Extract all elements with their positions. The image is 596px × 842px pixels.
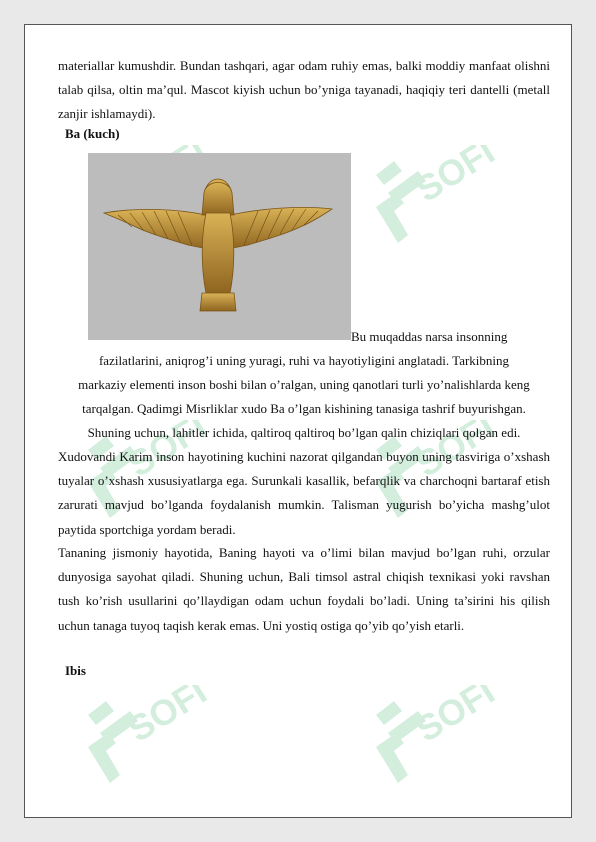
centered-line: tarqalgan. Qadimgi Misrliklar xudo Ba o’lgan kishining tanasiga tashrif buyurishgan. xyxy=(82,401,526,416)
svg-text:SOFI: SOFI xyxy=(408,145,502,210)
watermark-logo xyxy=(368,685,528,795)
centered-line: fazilatlarini, aniqrog’i uning yuragi, ruhi va hayotiyligini anglatadi. Tarkibning xyxy=(98,353,510,368)
svg-text:SOFI: SOFI xyxy=(120,685,214,750)
paragraph-lifeforce: Xudovandi Karim inson hayotining kuchini nazorat qilgandan buyon uning tasviriga o’xshash tuyalar o’xshash xususiyatlarga ega. Surunkali kasallik, befarqlik va charchoqni bartaraf etish zarurati mavjud bo’lganda foydalanish mumkin. Talisman yugurish bo’yicha mashg’ulot paytida sportchiga yordam beradi. xyxy=(58,449,550,537)
centered-line: Shuning uchun, lahitler ichida, qaltiroq qaltiroq bo’lgan qalin chiziqlari qolgan edi. xyxy=(87,425,521,440)
watermark-logo xyxy=(368,145,528,255)
paragraph-materials: materiallar kumushdir. Bundan tashqari, agar odam ruhiy emas, balki moddiy manfaat olishni talab qilsa, oltin ma’qul. Mascot kiyish uchun bo’yniga tayanadi, haqiqiy teri dantelli (metall zanjir ishlamaydi). xyxy=(58,58,550,122)
paragraph-dreams: Tananing jismoniy hayotida, Baning hayoti va o’limi bilan mavjud bo’lgan ruhi, orzular dunyosiga sayohat qiladi. Shuning uchun, Bali timsol astral chiqish texnikasi yoki ravshan tush ko’rish usullarini qo’llaydigan odam uchun foydali bo’ladi. Uning ta’sirini his qilish uchun tanaga tuyoq taqish kerak emas. Uni yostiq ostiga qo’yib qo’yish etarli. xyxy=(58,545,550,633)
heading-ibis: Ibis xyxy=(65,663,86,678)
centered-line: markaziy elementi inson boshi bilan o’ralgan, uning qanotlari turli yo’nalishlarda keng xyxy=(78,377,530,392)
ba-amulet-image xyxy=(88,153,351,340)
svg-text:SOFI: SOFI xyxy=(408,420,502,485)
svg-text:SOFI: SOFI xyxy=(408,685,502,750)
document-page xyxy=(24,24,572,818)
watermark-logo xyxy=(80,685,240,795)
heading-ba: Ba (kuch) xyxy=(65,126,120,141)
image-caption-inline: Bu muqaddas narsa insonning xyxy=(351,329,508,344)
svg-text:SOFI: SOFI xyxy=(120,420,214,485)
